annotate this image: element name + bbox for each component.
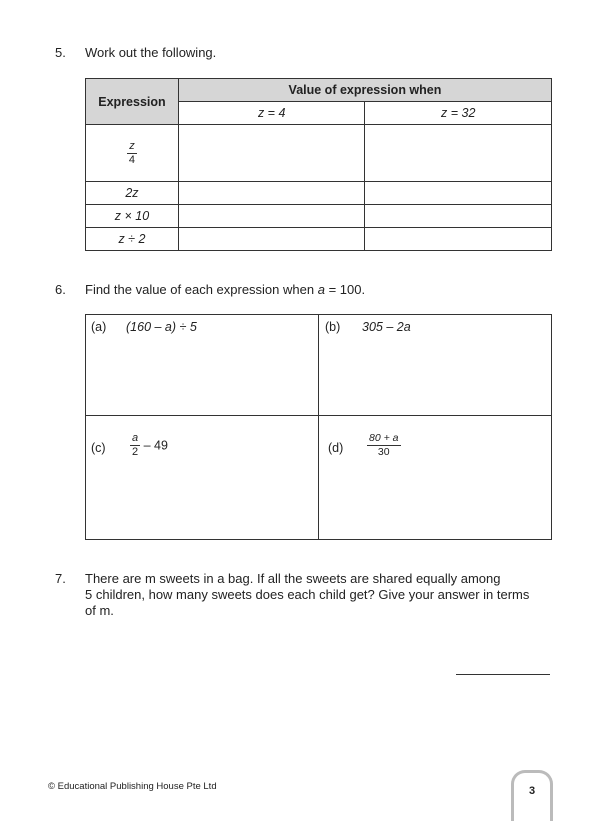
question-7-text: There are m sweets in a bag. If all the sweets are shared equally among 5 children, how many sweets does each child get? Give your answer in terms of m. [85, 571, 530, 618]
answer-cell[interactable] [178, 125, 365, 182]
header-value-when: Value of expression when [178, 79, 551, 102]
grid-divider [318, 315, 319, 539]
expression-z-over-4: $\frac{z}{4}$ [86, 125, 179, 182]
answer-cell[interactable] [178, 182, 365, 205]
header-z-4: z = 4 [178, 102, 365, 125]
part-d-label: (d) [328, 441, 344, 455]
table-row [86, 125, 552, 182]
answer-cell[interactable] [365, 228, 552, 251]
part-b-label: (b) [325, 320, 341, 334]
question-6-number: 6. [55, 282, 66, 297]
answer-cell[interactable] [178, 228, 365, 251]
answer-line[interactable] [456, 674, 550, 675]
expression-z-times-10: z × 10 [86, 205, 179, 228]
question-5-number: 5. [55, 45, 66, 60]
question-6-answer-grid [85, 314, 552, 540]
part-d-expression: $\frac{80 + a}{30}$ [369, 432, 399, 458]
table-row [86, 228, 552, 251]
header-z-32: z = 32 [365, 102, 552, 125]
expression-2z: 2z [86, 182, 179, 205]
copyright-footer: © Educational Publishing House Pte Ltd [48, 781, 217, 792]
grid-divider [86, 415, 551, 416]
answer-cell[interactable] [365, 125, 552, 182]
answer-cell[interactable] [178, 205, 365, 228]
part-b-expression: 305 – 2a [362, 320, 411, 334]
part-c-expression: $\frac{a}{2}$ – 49 [132, 432, 168, 458]
answer-cell[interactable] [365, 205, 552, 228]
question-5-text: Work out the following. [85, 45, 217, 60]
table-row [86, 182, 552, 205]
part-c-label: (c) [91, 441, 106, 455]
expression-z-div-2: z ÷ 2 [86, 228, 179, 251]
page-number: 3 [528, 785, 536, 797]
part-a-label: (a) [91, 320, 107, 334]
expression-table [85, 78, 552, 251]
table-row [86, 205, 552, 228]
answer-cell[interactable] [365, 182, 552, 205]
question-6-text: Find the value of each expression when a = 100. [85, 282, 366, 297]
part-a-expression: (160 – a) ÷ 5 [126, 320, 197, 334]
page-number-tab [511, 770, 553, 821]
question-7-number: 7. [55, 571, 66, 586]
header-expression: Expression [86, 79, 179, 125]
